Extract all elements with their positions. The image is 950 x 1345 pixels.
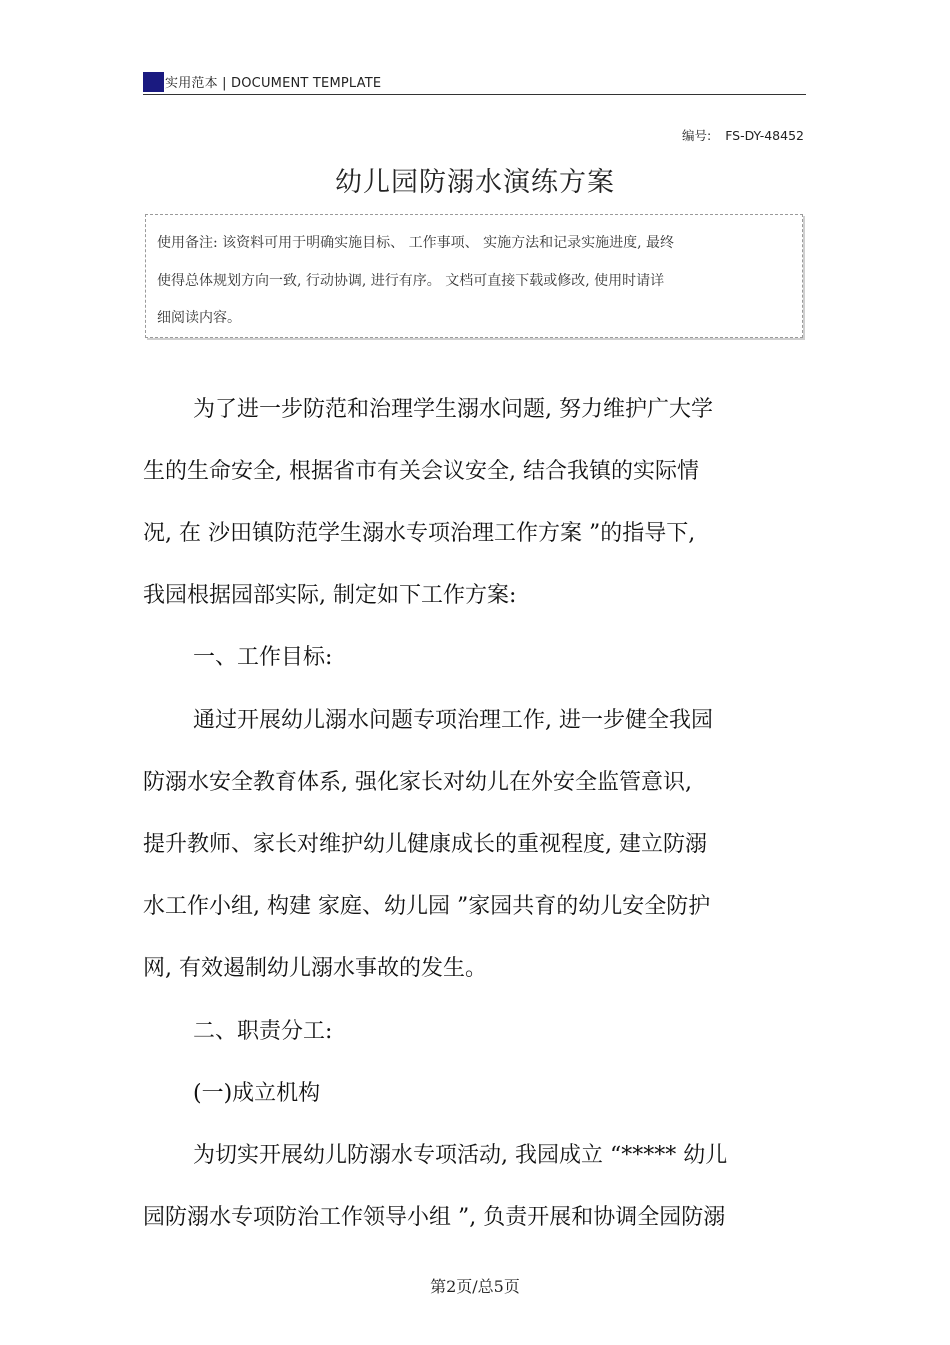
body-paragraph-line: 为了进一步防范和治理学生溺水问题, 努力维护广大学 xyxy=(193,397,713,422)
header-text: 实用范本 | DOCUMENT TEMPLATE xyxy=(165,76,382,91)
section-heading: 一、工作目标: xyxy=(193,645,333,670)
body-paragraph-line: 为切实开展幼儿防溺水专项活动, 我园成立 “***** 幼儿 xyxy=(193,1143,728,1168)
section-heading: 二、职责分工: xyxy=(193,1019,333,1044)
body-paragraph-line: 况, 在 沙田镇防范学生溺水专项治理工作方案 ”的指导下, xyxy=(143,521,696,546)
usage-note-box xyxy=(145,214,803,338)
usage-note-line: 细阅读内容。 xyxy=(157,310,241,326)
document-number xyxy=(682,126,804,144)
subsection-heading: (一)成立机构 xyxy=(193,1081,321,1106)
body-paragraph-line: 防溺水安全教育体系, 强化家长对幼儿在外安全监管意识, xyxy=(143,770,692,795)
brand-logo-square xyxy=(143,72,164,92)
usage-note-line: 使用备注: 该资料可用于明确实施目标、 工作事项、 实施方法和记录实施进度, 最终 xyxy=(157,235,674,251)
usage-note-line: 使得总体规划方向一致, 行动协调, 进行有序。 文档可直接下载或修改, 使用时请详 xyxy=(157,273,665,289)
body-paragraph-line: 提升教师、家长对维护幼儿健康成长的重视程度, 建立防溺 xyxy=(143,832,707,857)
body-paragraph-line: 通过开展幼儿溺水问题专项治理工作, 进一步健全我园 xyxy=(193,708,713,733)
body-paragraph-line: 我园根据园部实际, 制定如下工作方案: xyxy=(143,583,517,608)
body-paragraph-line: 园防溺水专项防治工作领导小组 ”, 负责开展和协调全园防溺 xyxy=(143,1205,726,1230)
body-paragraph-line: 水工作小组, 构建 家庭、幼儿园 ”家园共育的幼儿安全防护 xyxy=(143,894,711,919)
body-paragraph-line: 网, 有效遏制幼儿溺水事故的发生。 xyxy=(143,956,487,981)
body-paragraph-line: 生的生命安全, 根据省市有关会议安全, 结合我镇的实际情 xyxy=(143,459,699,484)
document-title: 幼儿园防溺水演练方案 xyxy=(335,167,615,198)
page-footer: 第2页/总5页 xyxy=(430,1277,520,1296)
document-number-value: FS-DY-48452 xyxy=(725,128,804,143)
document-number-label: 编号: xyxy=(681,128,712,143)
page-header xyxy=(143,70,806,95)
